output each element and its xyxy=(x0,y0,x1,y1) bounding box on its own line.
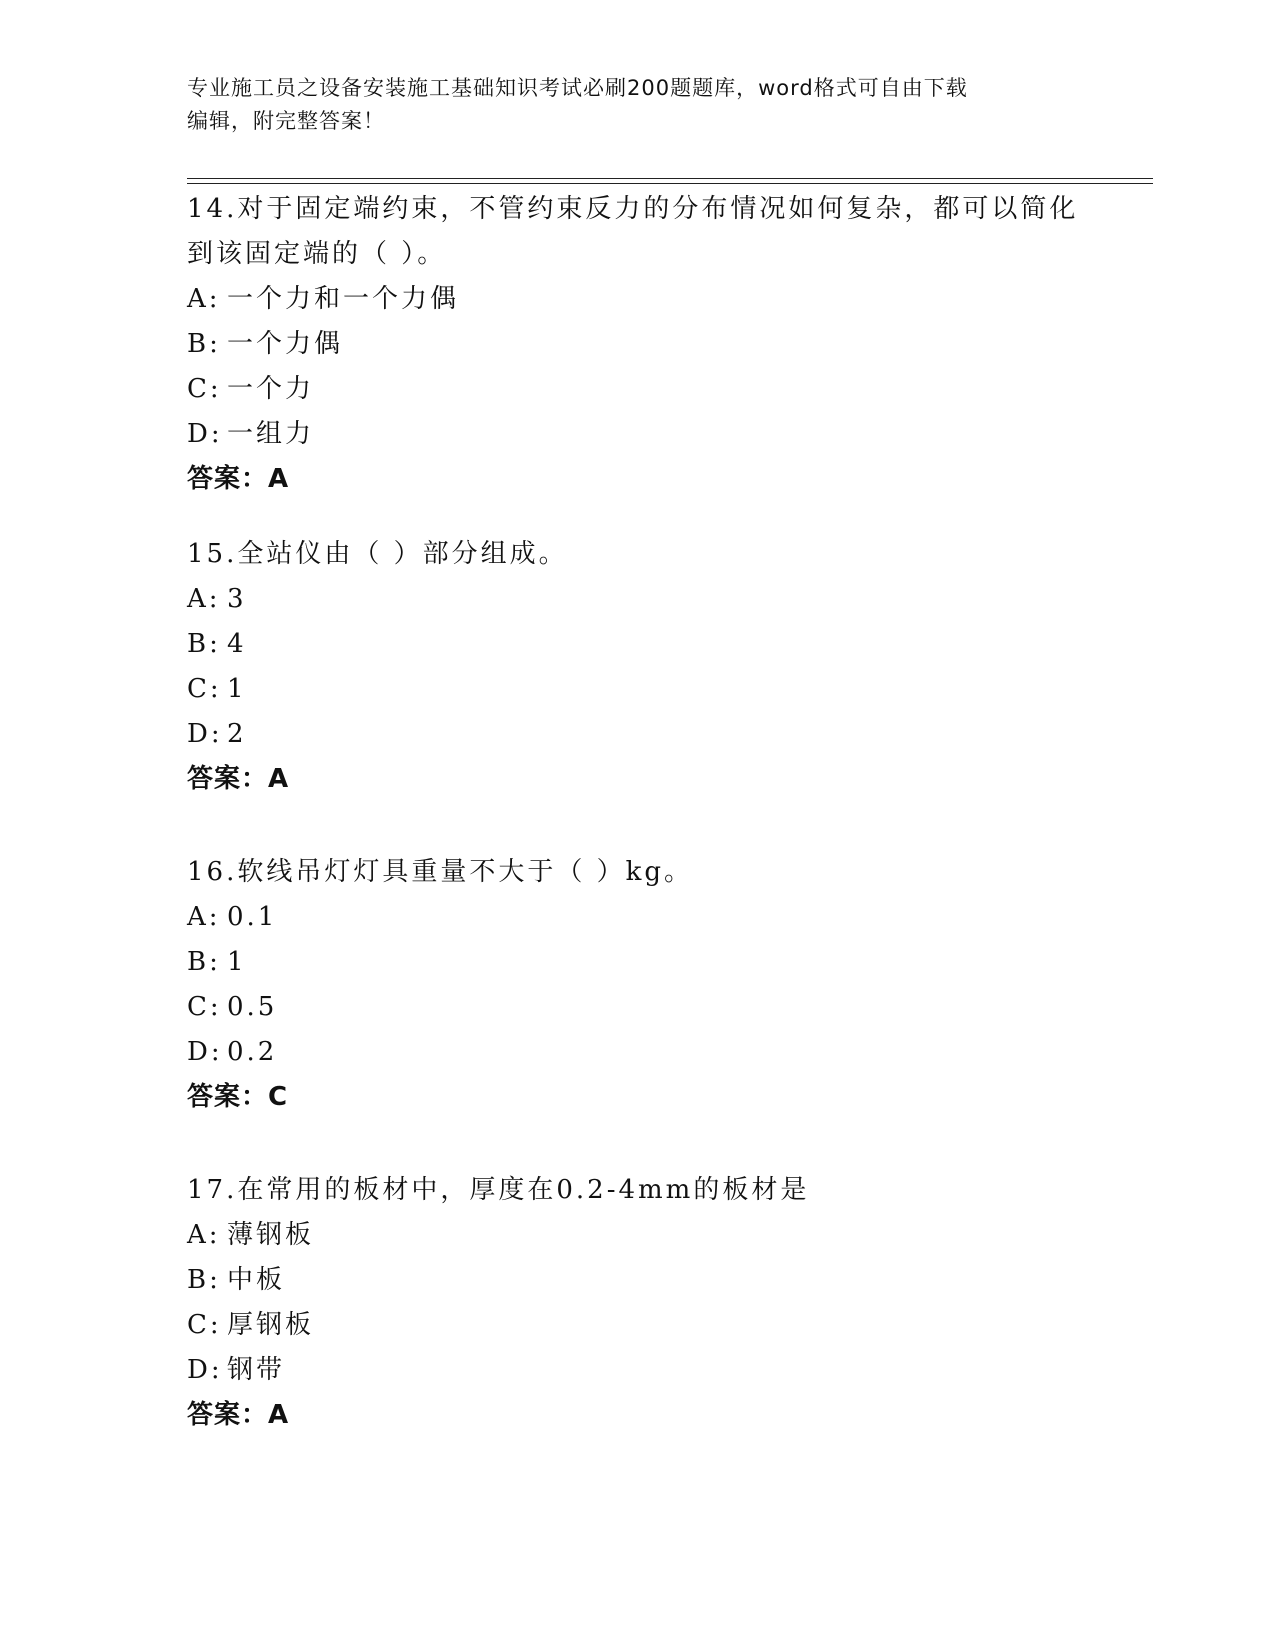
option-key: A: xyxy=(187,1220,221,1250)
option-key: C: xyxy=(187,374,222,404)
option-key: B: xyxy=(187,329,221,359)
option-b xyxy=(187,1258,1087,1303)
question-text-line-1: 17.在常用的板材中，厚度在0.2-4mm的板材是 xyxy=(187,1175,810,1205)
header-line-1: 专业施工员之设备安装施工基础知识考试必刷200题题库，word格式可自由下载 xyxy=(187,76,968,100)
option-a xyxy=(187,895,1087,940)
header-line-2: 编辑，附完整答案！ xyxy=(187,109,385,133)
question-text-line-1: 14.对于固定端约束，不管约束反力的分布情况如何复杂，都可以简化 xyxy=(187,194,1079,224)
option-key: A: xyxy=(187,584,221,614)
option-c xyxy=(187,1303,1087,1348)
option-key: C: xyxy=(187,1310,222,1340)
option-a xyxy=(187,277,1087,322)
option-text: 中板 xyxy=(227,1265,286,1295)
option-b xyxy=(187,940,1087,985)
option-text: 1 xyxy=(227,674,247,704)
option-c xyxy=(187,367,1087,412)
answer: 答案：A xyxy=(187,464,290,494)
option-d xyxy=(187,712,1087,757)
option-key: D: xyxy=(187,1037,223,1067)
question-text-line-1: 16.软线吊灯灯具重量不大于（ ）kg。 xyxy=(187,857,694,887)
answer: 答案：C xyxy=(187,1082,289,1112)
option-text: 0.2 xyxy=(227,1037,278,1067)
option-text: 一个力 xyxy=(227,374,315,404)
option-text: 4 xyxy=(227,629,247,659)
option-d xyxy=(187,1348,1087,1393)
option-text: 0.5 xyxy=(227,992,278,1022)
option-key: A: xyxy=(187,902,221,932)
option-key: B: xyxy=(187,629,221,659)
option-key: D: xyxy=(187,1355,223,1385)
option-b xyxy=(187,322,1087,367)
document-header xyxy=(187,72,1067,138)
option-b xyxy=(187,622,1087,667)
option-text: 1 xyxy=(227,947,247,977)
option-key: C: xyxy=(187,674,222,704)
option-d xyxy=(187,412,1087,457)
header-divider-top xyxy=(187,178,1153,179)
option-a xyxy=(187,1213,1087,1258)
question-16 xyxy=(187,850,1087,1120)
option-text: 3 xyxy=(227,584,247,614)
question-17 xyxy=(187,1168,1087,1438)
option-text: 一个力和一个力偶 xyxy=(227,284,460,314)
option-text: 厚钢板 xyxy=(227,1310,315,1340)
option-key: C: xyxy=(187,992,222,1022)
option-key: D: xyxy=(187,419,223,449)
option-key: A: xyxy=(187,284,221,314)
question-text-line-2: 到该固定端的（ ）。 xyxy=(187,239,447,269)
option-key: B: xyxy=(187,1265,221,1295)
question-14 xyxy=(187,187,1087,502)
option-key: B: xyxy=(187,947,221,977)
option-a xyxy=(187,577,1087,622)
option-text: 2 xyxy=(227,719,247,749)
option-text: 一个力偶 xyxy=(227,329,344,359)
question-text-line-1: 15.全站仪由（ ）部分组成。 xyxy=(187,539,568,569)
answer: 答案：A xyxy=(187,1400,290,1430)
option-c xyxy=(187,667,1087,712)
header-divider-bottom xyxy=(187,183,1153,184)
option-c xyxy=(187,985,1087,1030)
option-text: 0.1 xyxy=(227,902,278,932)
option-text: 钢带 xyxy=(227,1355,286,1385)
option-text: 一组力 xyxy=(227,419,315,449)
option-key: D: xyxy=(187,719,223,749)
option-text: 薄钢板 xyxy=(227,1220,315,1250)
option-d xyxy=(187,1030,1087,1075)
question-15 xyxy=(187,532,1087,802)
answer: 答案：A xyxy=(187,764,290,794)
